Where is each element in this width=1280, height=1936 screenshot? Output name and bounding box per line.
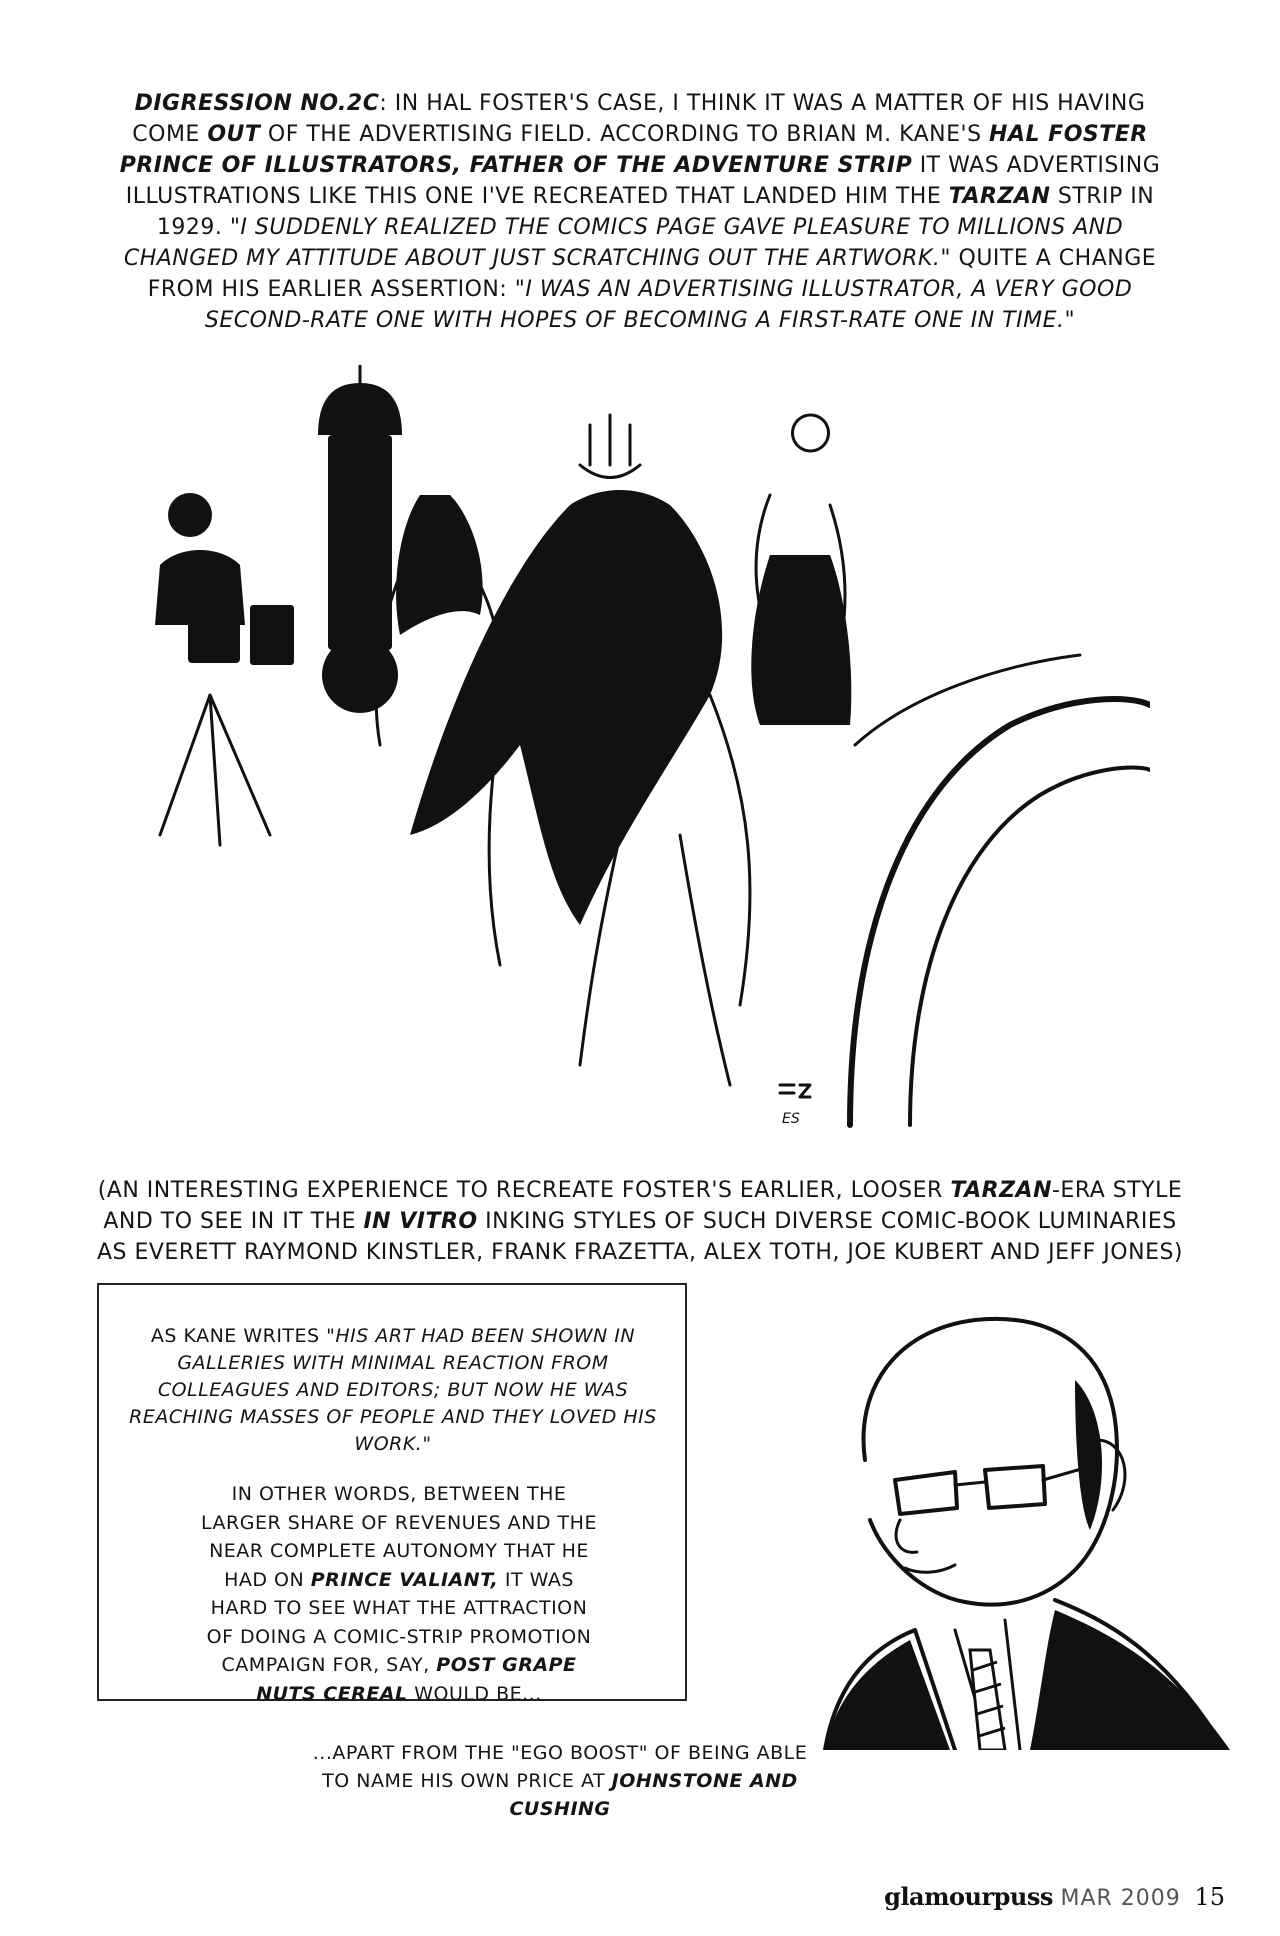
caption-text: INKING STYLES OF SUCH DIVERSE COMIC-BOOK LUMINARIES AS EVERETT RAYMOND KINSTLER, FRANK FRAZETTA, ALEX TOTH, JOE KUBERT AND JEFF JONES) — [96, 1209, 1184, 1265]
book-title: HAL FOSTER PRINCE OF ILLUSTRATORS, FATHER OF THE ADVENTURE STRIP — [119, 122, 1148, 178]
foster-recreation-illustration — [150, 365, 1150, 1135]
kane-quote-paragraph — [119, 1323, 667, 1458]
other-words-text: IN OTHER WORDS, BETWEEN THE LARGER SHARE OF REVENUES AND THE NEAR COMPLETE AUTONOMY THAT HE HAD ON — [201, 1483, 597, 1591]
tarzan-title: TARZAN — [948, 184, 1051, 209]
foster-quote: "I SUDDENLY REALIZED THE COMICS PAGE GAVE PLEASURE TO MILLIONS AND CHANGED MY ATTITUDE ABOUT JUST SCRATCHING OUT THE ARTWORK." — [123, 215, 1124, 271]
other-words-text: WOULD BE... — [407, 1682, 542, 1705]
caption-text: -ERA STYLE AND TO SEE IN IT THE — [103, 1178, 1183, 1234]
caption-text: (AN INTERESTING EXPERIENCE TO RECREATE FOSTER'S EARLIER, LOOSER — [97, 1178, 951, 1203]
in-vitro-emphasis: IN VITRO — [363, 1209, 478, 1234]
narration-box — [97, 1283, 687, 1705]
page-number: 15 — [1194, 1883, 1225, 1911]
artist-signature: ES — [782, 1111, 800, 1127]
intro-text: QUITE A CHANGE FROM HIS EARLIER ASSERTION: — [147, 246, 1157, 302]
emphasis-out: OUT — [207, 122, 261, 147]
foster-assertion: "I WAS AN ADVERTISING ILLUSTRATOR, A VERY GOOD SECOND-RATE ONE WITH HOPES OF BECOMING A FIRST-RATE ONE IN TIME." — [204, 277, 1133, 333]
tarzan-title: TARZAN — [950, 1178, 1052, 1203]
intro-text: IT WAS ADVERTISING ILLUSTRATIONS LIKE THIS ONE I'VE RECREATED THAT LANDED HIM THE — [125, 153, 1161, 209]
page-footer — [884, 1882, 1225, 1911]
kane-lead: AS KANE WRITES — [150, 1325, 327, 1347]
company-name: JOHNSTONE AND CUSHING — [509, 1770, 798, 1820]
closing-text — [300, 1739, 820, 1823]
intro-paragraph — [110, 88, 1170, 336]
other-words-text: IT WAS HARD TO SEE WHAT THE ATTRACTION OF DOING A COMIC-STRIP PROMOTION CAMPAIGN FOR, SAY, — [206, 1568, 592, 1676]
kane-quote: "HIS ART HAD BEEN SHOWN IN GALLERIES WITH MINIMAL REACTION FROM COLLEAGUES AND EDITORS; BUT NOW HE WAS REACHING MASSES OF PEOPLE AND THEY LOVED HIS WORK." — [129, 1325, 657, 1455]
magazine-name: glamourpuss — [884, 1882, 1053, 1911]
other-words-paragraph — [199, 1480, 599, 1708]
digression-label: DIGRESSION NO.2C — [134, 91, 380, 116]
intro-text: STRIP IN 1929. — [156, 184, 1155, 240]
hal-foster-portrait — [805, 1290, 1255, 1750]
intro-text: OF THE ADVERTISING FIELD. ACCORDING TO BRIAN M. KANE'S — [260, 122, 990, 147]
closing-lead: ...APART FROM THE "EGO BOOST" OF BEING ABLE TO NAME HIS OWN PRICE AT — [312, 1742, 808, 1792]
intro-text: : IN HAL FOSTER'S CASE, I THINK IT WAS A MATTER OF HIS HAVING COME — [132, 91, 1146, 147]
cereal-name: POST GRAPE NUTS CEREAL — [256, 1654, 577, 1705]
illustration-caption — [85, 1175, 1195, 1268]
prince-valiant-title: PRINCE VALIANT, — [310, 1568, 499, 1591]
issue-date: MAR 2009 — [1060, 1886, 1181, 1911]
